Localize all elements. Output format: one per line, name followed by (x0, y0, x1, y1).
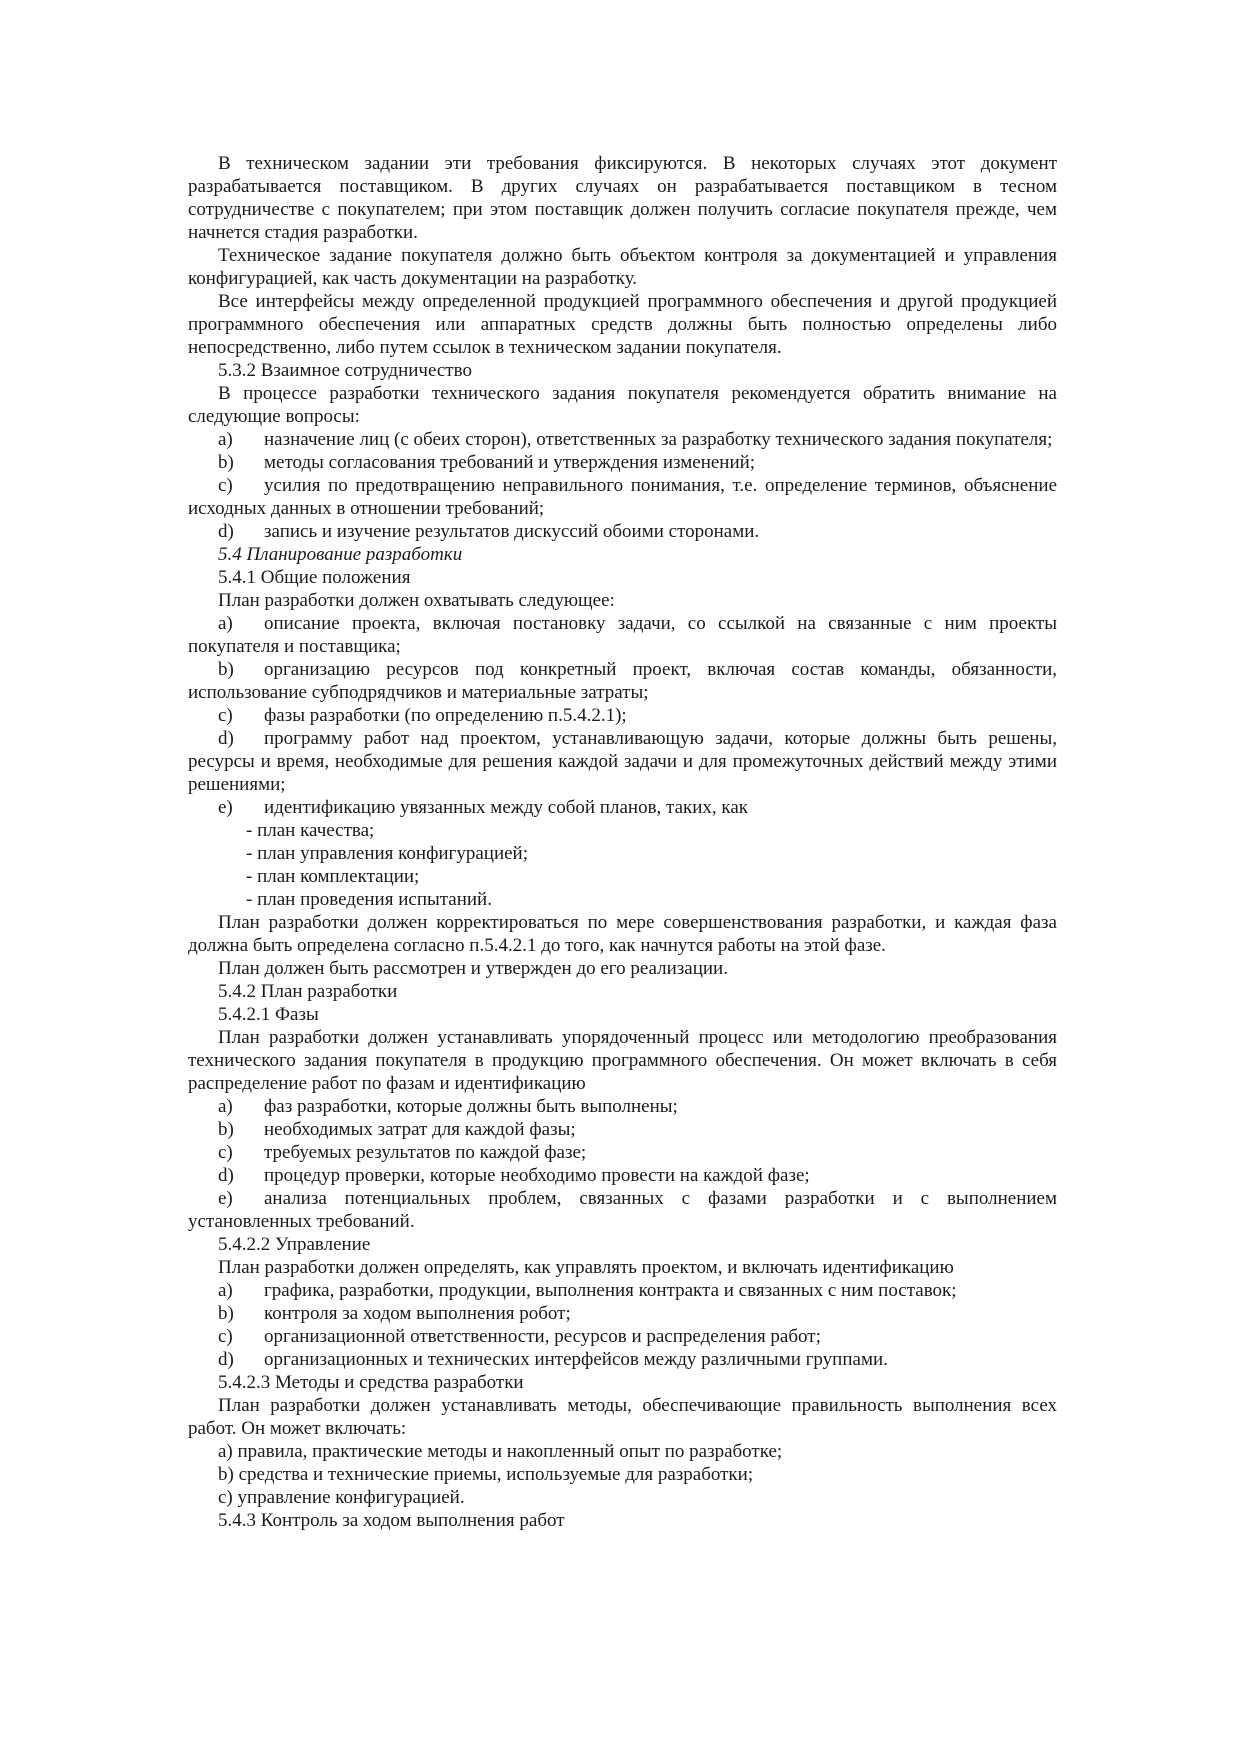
list-marker: d) (218, 521, 234, 542)
section-line: 5.4.3 Контроль за ходом выполнения работ (218, 1510, 565, 1531)
list-marker: b) (218, 1119, 234, 1140)
list-marker: c) (218, 475, 233, 496)
list-marker: c) (218, 1326, 233, 1347)
list-marker: a) (218, 1280, 233, 1301)
document-body (188, 152, 1057, 1532)
list-marker: b) (218, 659, 234, 680)
paragraph: В техническом задании эти требования фиксируются. В некоторых случаях этот документ разрабатывается поставщиком. В других случаях он разрабатывается поставщиком в тесном сотрудничестве с покупателем; при этом поставщик должен получить согласие покупателя прежде, чем начнется стадия разработки. (188, 153, 1057, 243)
dash-list-item: - план комплектации; (246, 866, 420, 887)
section-line: 5.4.1 Общие положения (218, 567, 411, 588)
list-item-text: программу работ над проектом, устанавливающую задачи, которые должны быть решены, ресурсы и время, необходимые для решения каждой задачи и для промежуточных действий между этими решениями; (188, 728, 1057, 795)
list-item-text: процедур проверки, которые необходимо провести на каждой фазе; (264, 1165, 810, 1186)
list-item-text: организацию ресурсов под конкретный проект, включая состав команды, обязанности, использование субподрядчиков и материальные затраты; (188, 659, 1057, 703)
section-line: 5.4.2.3 Методы и средства разработки (218, 1372, 524, 1393)
list-item (188, 474, 1057, 520)
section-line: План разработки должен определять, как управлять проектом, и включать идентификацию (218, 1257, 954, 1278)
list-item-text: фаз разработки, которые должны быть выполнены; (264, 1096, 678, 1117)
list-item (188, 658, 1057, 704)
list-marker: a) (218, 613, 233, 634)
list-marker: d) (218, 1349, 234, 1370)
list-marker: b) (218, 1303, 234, 1324)
dash-list-item: - план проведения испытаний. (246, 889, 492, 910)
list-marker: d) (218, 728, 234, 749)
list-item-text: методы согласования требований и утверждения изменений; (264, 452, 756, 473)
list-item-text: контроля за ходом выполнения робот; (264, 1303, 571, 1324)
list-item (188, 1187, 1057, 1233)
list-item-text: анализа потенциальных проблем, связанных с фазами разработки и с выполнением установленных требований. (188, 1188, 1057, 1232)
list-item (188, 428, 1057, 451)
dash-list-item: - план управления конфигурацией; (246, 843, 528, 864)
section-line: 5.4.2.1 Фазы (218, 1004, 319, 1025)
list-item-text: запись и изучение результатов дискуссий обоими сторонами. (264, 521, 760, 542)
dash-list-item: - план качества; (246, 820, 375, 841)
inline-list-item: b) средства и технические приемы, используемые для разработки; (218, 1464, 754, 1485)
paragraph: План разработки должен устанавливать методы, обеспечивающие правильность выполнения всех работ. Он может включать: (188, 1395, 1057, 1439)
paragraph: Техническое задание покупателя должно быть объектом контроля за документацией и управления конфигурацией, как часть документации на разработку. (188, 245, 1057, 289)
list-item (188, 1095, 1057, 1118)
paragraph: В процессе разработки технического задания покупателя рекомендуется обратить внимание на следующие вопросы: (188, 383, 1057, 427)
list-item-text: назначение лиц (с обеих сторон), ответственных за разработку технического задания покупателя; (264, 429, 1053, 450)
list-marker: a) (218, 1096, 233, 1117)
list-item-text: фазы разработки (по определению п.5.4.2.1); (264, 705, 627, 726)
section-line: 5.4.2.2 Управление (218, 1234, 371, 1255)
list-item (188, 1279, 1057, 1302)
list-item (188, 796, 1057, 819)
paragraph: Все интерфейсы между определенной продукцией программного обеспечения и другой продукцией программного обеспечения или аппаратных средств должны быть полностью определены либо непосредственно, либо путем ссылок в техническом задании покупателя. (188, 291, 1057, 358)
list-item-text: организационной ответственности, ресурсов и распределения работ; (264, 1326, 821, 1347)
section-line: План должен быть рассмотрен и утвержден до его реализации. (218, 958, 728, 979)
section-line: 5.3.2 Взаимное сотрудничество (218, 360, 472, 381)
list-item-text: идентификацию увязанных между собой планов, таких, как (264, 797, 749, 818)
list-item (188, 1302, 1057, 1325)
list-item-text: графика, разработки, продукции, выполнения контракта и связанных с ним поставок; (264, 1280, 957, 1301)
list-item (188, 520, 1057, 543)
list-item (188, 1118, 1057, 1141)
list-item (188, 1141, 1057, 1164)
list-item-text: требуемых результатов по каждой фазе; (264, 1142, 587, 1163)
paragraph: План разработки должен корректироваться по мере совершенствования разработки, и каждая фаза должна быть определена согласно п.5.4.2.1 до того, как начнутся работы на этой фазе. (188, 912, 1057, 956)
list-marker: c) (218, 1142, 233, 1163)
list-item (188, 704, 1057, 727)
list-item-text: необходимых затрат для каждой фазы; (264, 1119, 576, 1140)
list-marker: b) (218, 452, 234, 473)
list-marker: e) (218, 797, 233, 818)
list-marker: c) (218, 705, 233, 726)
list-item-text: усилия по предотвращению неправильного понимания, т.е. определение терминов, объяснение исходных данных в отношении требований; (188, 475, 1057, 519)
inline-list-item: a) правила, практические методы и накопленный опыт по разработке; (218, 1441, 783, 1462)
list-marker: d) (218, 1165, 234, 1186)
paragraph: План разработки должен устанавливать упорядоченный процесс или методологию преобразования технического задания покупателя в продукцию программного обеспечения. Он может включать в себя распределение работ по фазам и идентификацию (188, 1027, 1057, 1094)
section-line: 5.4.2 План разработки (218, 981, 398, 1002)
inline-list-item: c) управление конфигурацией. (218, 1487, 465, 1508)
section-heading: 5.4 Планирование разработки (218, 544, 463, 565)
list-item (188, 451, 1057, 474)
list-item (188, 1325, 1057, 1348)
list-item (188, 727, 1057, 796)
list-item (188, 612, 1057, 658)
section-line: План разработки должен охватывать следующее: (218, 590, 615, 611)
list-item (188, 1348, 1057, 1371)
list-item-text: описание проекта, включая постановку задачи, со ссылкой на связанные с ним проекты покупателя и поставщика; (188, 613, 1057, 657)
list-item (188, 1164, 1057, 1187)
list-marker: a) (218, 429, 233, 450)
list-marker: e) (218, 1188, 233, 1209)
list-item-text: организационных и технических интерфейсов между различными группами. (264, 1349, 888, 1370)
